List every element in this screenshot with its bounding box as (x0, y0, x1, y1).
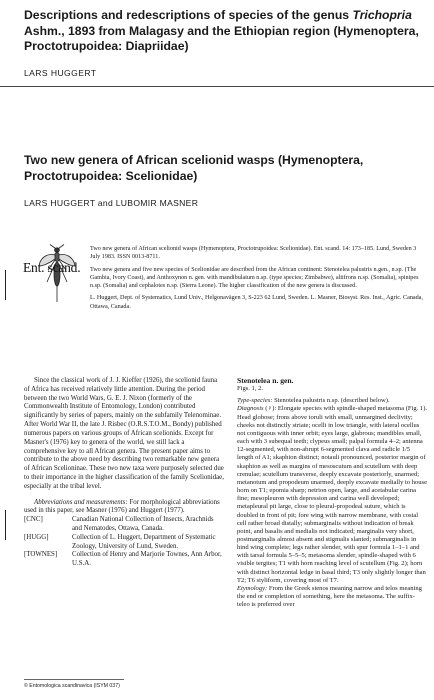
genus-heading: Stenotelea n. gen. (237, 376, 294, 385)
figure-reference: Figs. 1, 2. (237, 385, 264, 393)
abstract-summary: Two new genera and five new species of Scelionidae are described from the African continent: Stenotelea palustris n.gen., n.sp. (The Gambia, Ivory Coast), and Anthoxynon n. gen. with mandibulatum n.sp. (type species; Zimbabwe), altifrons n.sp. (Somalia), spinipes n.sp. (Somalia) and cephalotes n.sp. (Sierra Leone). The higher classification of the new genera is discussed. (90, 266, 419, 289)
footer-rule (24, 679, 124, 680)
introduction-paragraph: Since the classical work of J. J. Kieffer (1926), the scelionid fauna of Africa has received relatively little attention. During the period between the two World Wars, G. E. J. Nixon (formerly of the Commonwealth Institute of Entomology, London) contributed significantly by series of papers, mainly on the subfamily Telenominae. After World War II, the late J. Risbec (O.R.S.T.O.M., Bondy) published numerous papers on various groups of African scelionids. Except for Masner's (1976) key to genera of the world, we still lack a comprehensive key to all African genera. The present paper aims to contribute to the above need by describing two remarkable new genera of African Scelioninae. These two new taxa were purposely selected due to their importance in the higher classification of the family Scelionidae, especially at the tribal level. (24, 377, 224, 490)
etymology: Etymology: From the Greek stenos meaning narrow and telos meaning the end or completion of something, here the metasoma. The suffix-teleo is preferred over (237, 584, 422, 609)
genus-name: Trichopria (352, 8, 412, 22)
journal-logo (23, 244, 81, 306)
previous-article-title: Descriptions and redescriptions of species of the genus Trichopria Ashm., 1893 from Malagasy and the Ethiopian region (Hymenoptera, Proctotrupoidea: Diapriidae) (24, 8, 419, 53)
section-divider (0, 86, 434, 87)
left-column (24, 377, 224, 569)
abbreviations-paragraph: Abbreviations and measurements: For morphological abbreviations used in this paper, see Masner (1976) and Huggert (1977). (24, 498, 220, 515)
margin-mark-bottom (5, 510, 6, 540)
margin-mark-top (5, 270, 6, 300)
article-title: Two new genera of African scelionid wasps (Hymenoptera, Proctotrupoidea: Scelionidae) (24, 153, 364, 183)
logo-text: Ent. scand. (23, 260, 81, 275)
institution-townes: [TOWNES] Collection of Henry and Marjorie Townes, Ann Arbor, U.S.A. (24, 551, 222, 568)
copyright-footer: © Entomologica scandinavica (ISYM 037) (24, 683, 120, 689)
abstract (90, 245, 424, 315)
diagnosis: Diagnosis (♀): Elongate species with spindle-shaped metasoma (Fig. 1). Head globose; frons above toruli with small, unmargined declivity; cheeks not distinctly striate; ocelli in low triangle, with lateral ocellus not contiguous with inner orbit; eyes large, glabrous; mandibles small, each with 3 subequal teeth; clypeus small; palpal formula 4–2; antenna 12-segmented, with non-abrupt 6-segmented clava and radicle 1/5 length of A1; skaphion distinct; notauli pronounced, posterior margin of skaphion as well as margins of mesoscutum and scutellum with deep crenulae; scutellum transverse, deeply excavate posteriorly, unarmed; metanotum and propodeum unarmed, deeply excavate medially to house horn on T1; epomia sharp; netrion open, large, and acetabular carina fine; mesopleuron with depression and carina well developed; metapleural pit large, close to pleural-propodeal suture, which is doubled in front of pit; fore wing with narrow membrane, with costal cell rather broad distally; submarginalis without indication of break point, and basalis and medialis not indicated; marginalis very short, postmarginalis almost absent and stigmalis slanted; submarginalis in hind wing complete; legs rather slender, with spur formula 1–1–1 and with tarsal formula 5–5–5; metasoma slender, spindle-shaped with 6 visible tergites; T1 with horn reaching level of scutellum (Fig. 2); horn with distinct horizontal ledge in basal third; T3 only slightly longer than T2; T6 styliform, covering most of T7. (237, 405, 428, 584)
article-authors: LARS HUGGERT and LUBOMIR MASNER (24, 198, 199, 208)
previous-article-author: LARS HUGGERT (24, 68, 97, 78)
author-addresses: L. Huggert, Dept. of Systematics, Lund Univ., Helgonavägen 3, S-223 62 Lund, Sweden. L. Masner, Biosyst. Res. Inst., Agric. Canada, Ottawa, Canada. (90, 295, 423, 310)
abstract-citation: Two new genera of African scelionid wasps (Hymenoptera, Proctotrupoidea: Scelionidae). Ent. scand. 14: 173–185. Lund, Sweden 3 July 1983. ISSN 0013-8711. (90, 246, 417, 261)
institution-hugg: [HUGG] Collection of L. Huggert, Department of Systematic Zoology, University of Lund, Sweden. (24, 533, 216, 550)
right-column (237, 377, 427, 609)
institution-cnc: [CNC] Canadian National Collection of Insects, Arachnids and Nematodes, Ottawa, Canada. (24, 516, 214, 532)
type-species: Type-species: Stenotelea palustris n.sp. (described below). (237, 397, 390, 405)
